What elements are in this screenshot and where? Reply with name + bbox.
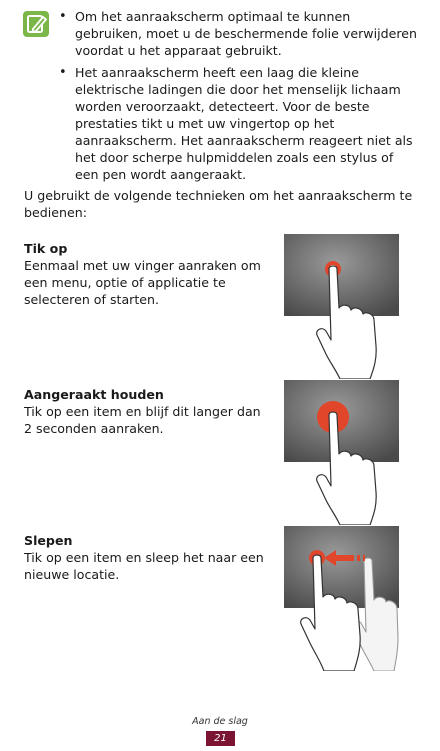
tap-hold-illustration: [284, 380, 399, 525]
note-text: Om het aanraakscherm optimaal te kunnen gebruiken, moet u de beschermende folie verwijderen voordat u het apparaat gebruikt.: [75, 9, 417, 58]
technique-description: Eenmaal met uw vinger aanraken om een menu, optie of applicatie te selecteren of starten.: [24, 258, 261, 307]
technique-title: Aangeraakt houden: [24, 387, 164, 402]
technique-tap-hold: [24, 386, 264, 437]
note-item: [58, 64, 420, 183]
intro-text: U gebruikt de volgende technieken om het aanraakscherm te bedienen:: [24, 188, 413, 220]
technique-title: Tik op: [24, 241, 68, 256]
section-title: Aan de slag: [192, 716, 248, 727]
tap-illustration: [284, 234, 399, 379]
note-list: [58, 8, 420, 188]
bullet-icon: •: [59, 65, 67, 80]
note-pencil-icon: [22, 10, 50, 38]
technique-title: Slepen: [24, 533, 73, 548]
technique-description: Tik op een item en blijf dit langer dan 2 seconden aanraken.: [24, 404, 261, 436]
note-item: [58, 8, 420, 59]
technique-description: Tik op een item en sleep het naar een nieuwe locatie.: [24, 550, 264, 582]
bullet-icon: •: [59, 9, 67, 24]
drag-illustration: [284, 526, 399, 671]
technique-drag: [24, 532, 264, 583]
page-number: 21: [206, 731, 235, 746]
technique-tap: [24, 240, 264, 308]
note-text: Het aanraakscherm heeft een laag die kleine elektrische ladingen die door het menselijk lichaam worden veroorzaakt, detecteert. Voor de beste prestaties tikt u met uw vingertop op het aanraakscherm. Het aanraakscherm reageert niet als het door scherpe hulpmiddelen zoals een stylus of een pen wordt aangeraakt.: [75, 65, 413, 182]
